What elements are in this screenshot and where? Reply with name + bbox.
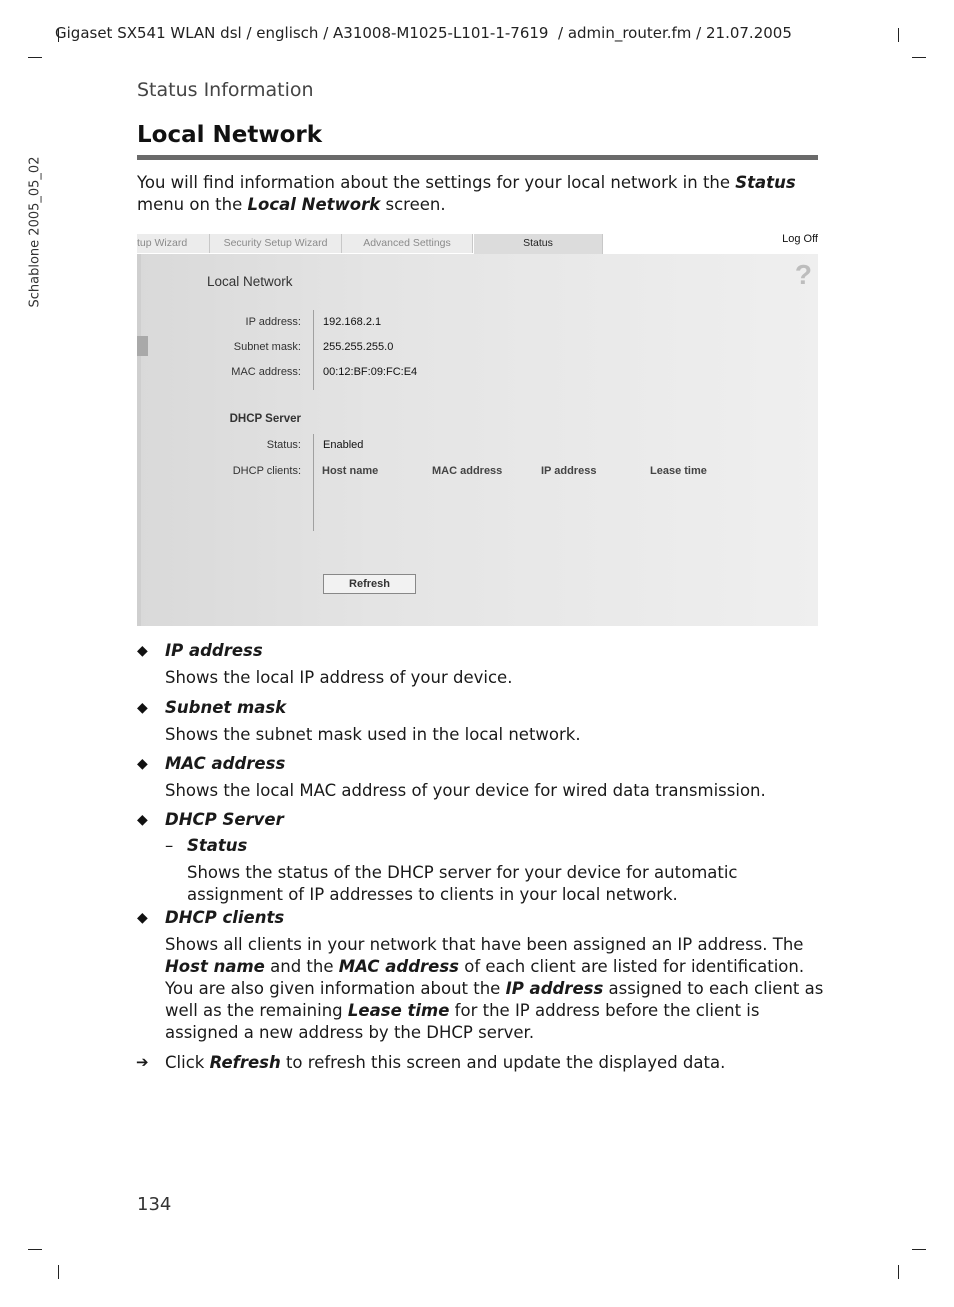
sub-item-text-status: Shows the status of the DHCP server for your device for automatic assignment of IP addresses to clients in your local network. (187, 863, 738, 904)
tab-status[interactable]: Status (474, 234, 603, 254)
column-lease-time: Lease time (650, 465, 707, 477)
bullet-icon: ◆ (137, 756, 148, 772)
arrow-icon: ➔ (136, 1053, 149, 1071)
tab-bar (137, 232, 818, 254)
refresh-button[interactable]: Refresh (323, 574, 416, 594)
page-number: 134 (137, 1194, 172, 1215)
tab-security-setup-wizard[interactable]: Security Setup Wizard (210, 234, 342, 253)
ip-address-label: IP address: (245, 316, 301, 328)
crop-mark (912, 57, 926, 58)
bullet-icon: ◆ (137, 910, 148, 926)
dhcp-status-value: Enabled (323, 439, 364, 451)
dhcp-status-label: Status: (266, 439, 301, 451)
tab-setup-wizard[interactable]: tup Wizard (137, 234, 210, 253)
action-text: Click Refresh to refresh this screen and update the displayed data. (165, 1053, 726, 1072)
column-mac-address: MAC address (432, 465, 503, 477)
title-rule (137, 155, 818, 160)
item-text-mac-address: Shows the local MAC address of your device for wired data transmission. (165, 781, 766, 800)
subnet-mask-label: Subnet mask: (233, 341, 301, 353)
header-doc-info: Gigaset SX541 WLAN dsl / englisch / A31008-M1025-L101-1-7619 (55, 24, 549, 42)
dhcp-server-heading: DHCP Server (229, 413, 301, 425)
bullet-icon: ◆ (137, 812, 148, 828)
subnet-mask-value: 255.255.255.0 (323, 341, 394, 353)
bullet-icon: ◆ (137, 700, 148, 716)
sub-item-dash: – (165, 836, 174, 855)
item-title-subnet-mask: Subnet mask (165, 698, 287, 717)
help-icon[interactable]: ? (794, 259, 812, 290)
column-host-name: Host name (322, 465, 379, 477)
section-title: Status Information (137, 79, 314, 101)
field-divider (313, 434, 314, 531)
item-text-dhcp-clients: Shows all clients in your network that have been assigned an IP address. The Host name and the MAC address of each client are listed for identification. You are also given information about the IP address assigned to each client as well as the remaining Lease time for the IP address before the client is assigned a new address by the DHCP server. (165, 935, 824, 1042)
logoff-link[interactable]: Log Off (782, 233, 818, 245)
item-title-ip-address: IP address (165, 641, 263, 660)
bullet-icon: ◆ (137, 643, 148, 659)
field-divider (313, 310, 314, 390)
router-screenshot (137, 232, 818, 626)
tab-advanced-settings[interactable]: Advanced Settings (342, 234, 473, 253)
crop-mark (28, 57, 42, 58)
crop-mark (28, 1249, 42, 1250)
item-text-ip-address: Shows the local IP address of your device. (165, 668, 513, 687)
crop-mark (898, 1265, 899, 1279)
page-title: Local Network (137, 122, 323, 148)
crop-mark (898, 28, 899, 42)
header-file-info: / admin_router.fm / 21.07.2005 (558, 24, 792, 42)
side-template-label: Schablone 2005_05_02 (27, 156, 43, 308)
item-title-mac-address: MAC address (165, 754, 286, 773)
column-ip-address: IP address (541, 465, 597, 477)
ip-address-value: 192.168.2.1 (323, 316, 382, 328)
mac-address-label: MAC address: (231, 366, 301, 378)
crop-mark (912, 1249, 926, 1250)
mac-address-value: 00:12:BF:09:FC:E4 (323, 366, 418, 378)
item-text-subnet-mask: Shows the subnet mask used in the local network. (165, 725, 581, 744)
item-title-dhcp-clients: DHCP clients (165, 908, 285, 927)
sub-item-title-status: Status (187, 836, 248, 855)
dhcp-clients-label: DHCP clients: (232, 465, 301, 477)
intro-paragraph: You will find information about the settings for your local network in the Status menu on the Local Network screen. (137, 173, 796, 214)
crop-mark (58, 1265, 59, 1279)
item-title-dhcp-server: DHCP Server (165, 810, 284, 829)
panel-title: Local Network (207, 274, 293, 289)
